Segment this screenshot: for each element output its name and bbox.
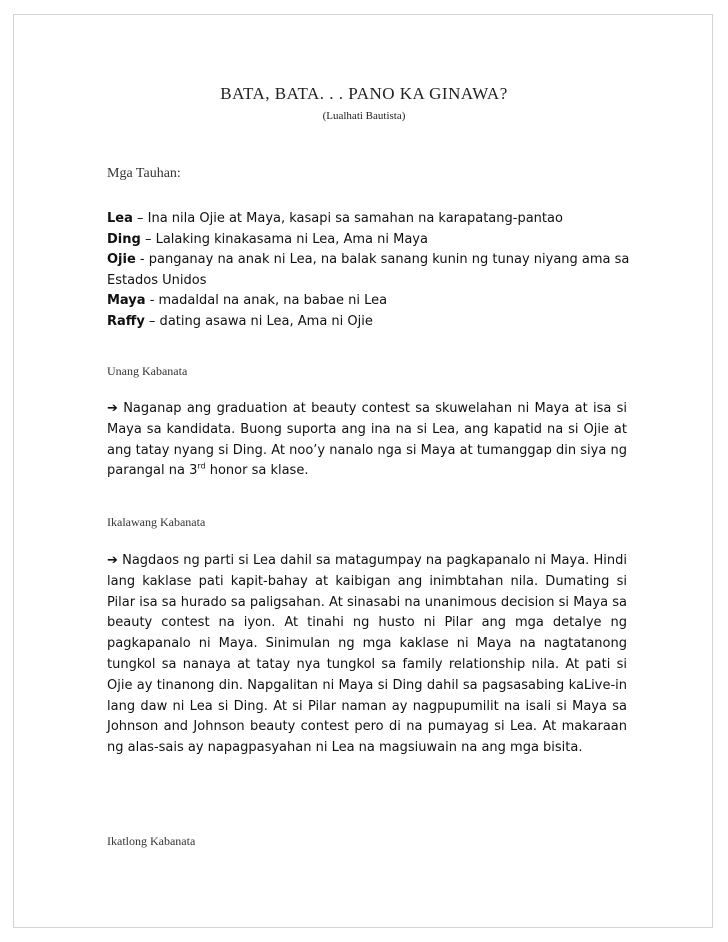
section-paragraph [107, 399, 627, 482]
character-description: Estados Unidos [107, 272, 207, 288]
character-line [107, 312, 627, 333]
arrow-right-icon: ➔ [107, 553, 118, 568]
character-description: - madaldal na anak, na babae ni Lea [145, 293, 388, 308]
document-author: (Lualhati Bautista) [322, 110, 406, 122]
characters-heading: Mga Tauhan: [107, 166, 181, 181]
character-line [107, 250, 630, 271]
arrow-right-icon: ➔ [107, 401, 118, 416]
section-paragraph [107, 551, 627, 759]
character-name: Maya [107, 293, 146, 308]
character-line [107, 271, 627, 292]
character-description: – Lalaking kinakasama ni Lea, Ama ni Maya [140, 231, 428, 247]
section-heading: Unang Kabanata [107, 364, 188, 378]
section-heading: Ikalawang Kabanata [107, 515, 206, 529]
character-line [107, 291, 627, 312]
character-name: Raffy [107, 313, 145, 329]
paragraph-text-end: honor sa klase. [205, 463, 309, 479]
characters-list [107, 209, 630, 332]
paragraph-text: Nagdaos ng parti si Lea dahil sa matagumpay na pagkapanalo ni Maya. Hindi lang kaklase pati kapit-bahay at kaibigan ang inimbtahan nila. Dumating si Pilar isa sa hurado sa paligsahan. At sinasabi na unanimous decision si Maya sa beauty contest na iyon. At tinahi ng husto ni Pilar ang mga detalye ng pagkapanalo ni Maya. Sinimulan ng mga kaklase ni Maya na nagtatanong tungkol sa nanaya at tatay nya tungkol sa family relationship nila. At pati si Ojie ay tinanong din. Napgalitan ni Maya si Ding dahil sa pagsasabing kaLive-in lang daw ni Lea si Ding. At si Pilar naman ay nagpupumilit na isali si Maya sa Johnson and Johnson beauty contest pero di na pumayag si Lea. At makaraan ng alas-sais ay napagpasyahan ni Lea na magsiuwain na ang mga bisita. [107, 553, 627, 756]
character-name: Ojie [107, 252, 136, 267]
character-line [107, 230, 627, 251]
section-heading: Ikatlong Kabanata [107, 834, 196, 848]
paragraph-text: Naganap ang graduation at beauty contest sa skuwelahan ni Maya at isa si Maya sa kandidata. Buong suporta ang ina na si Lea, ang kapatid na si Ojie at ang tatay nyang si Ding. At noo’y nanalo nga si Maya at tumanggap din siya ng parangal na 3 [107, 401, 627, 479]
superscript: rd [197, 462, 206, 472]
character-description: – Ina nila Ojie at Maya, kasapi sa samahan na karapatang-pantao [132, 211, 563, 226]
character-description: - panganay na anak ni Lea, na balak sanang kunin ng tunay niyang ama sa [135, 252, 630, 267]
character-name: Lea [107, 211, 133, 226]
character-name: Ding [107, 231, 141, 247]
document-title: BATA, BATA. . . PANO KA GINAWA? [220, 84, 508, 103]
character-description: – dating asawa ni Lea, Ama ni Ojie [144, 313, 373, 329]
character-line [107, 209, 627, 230]
